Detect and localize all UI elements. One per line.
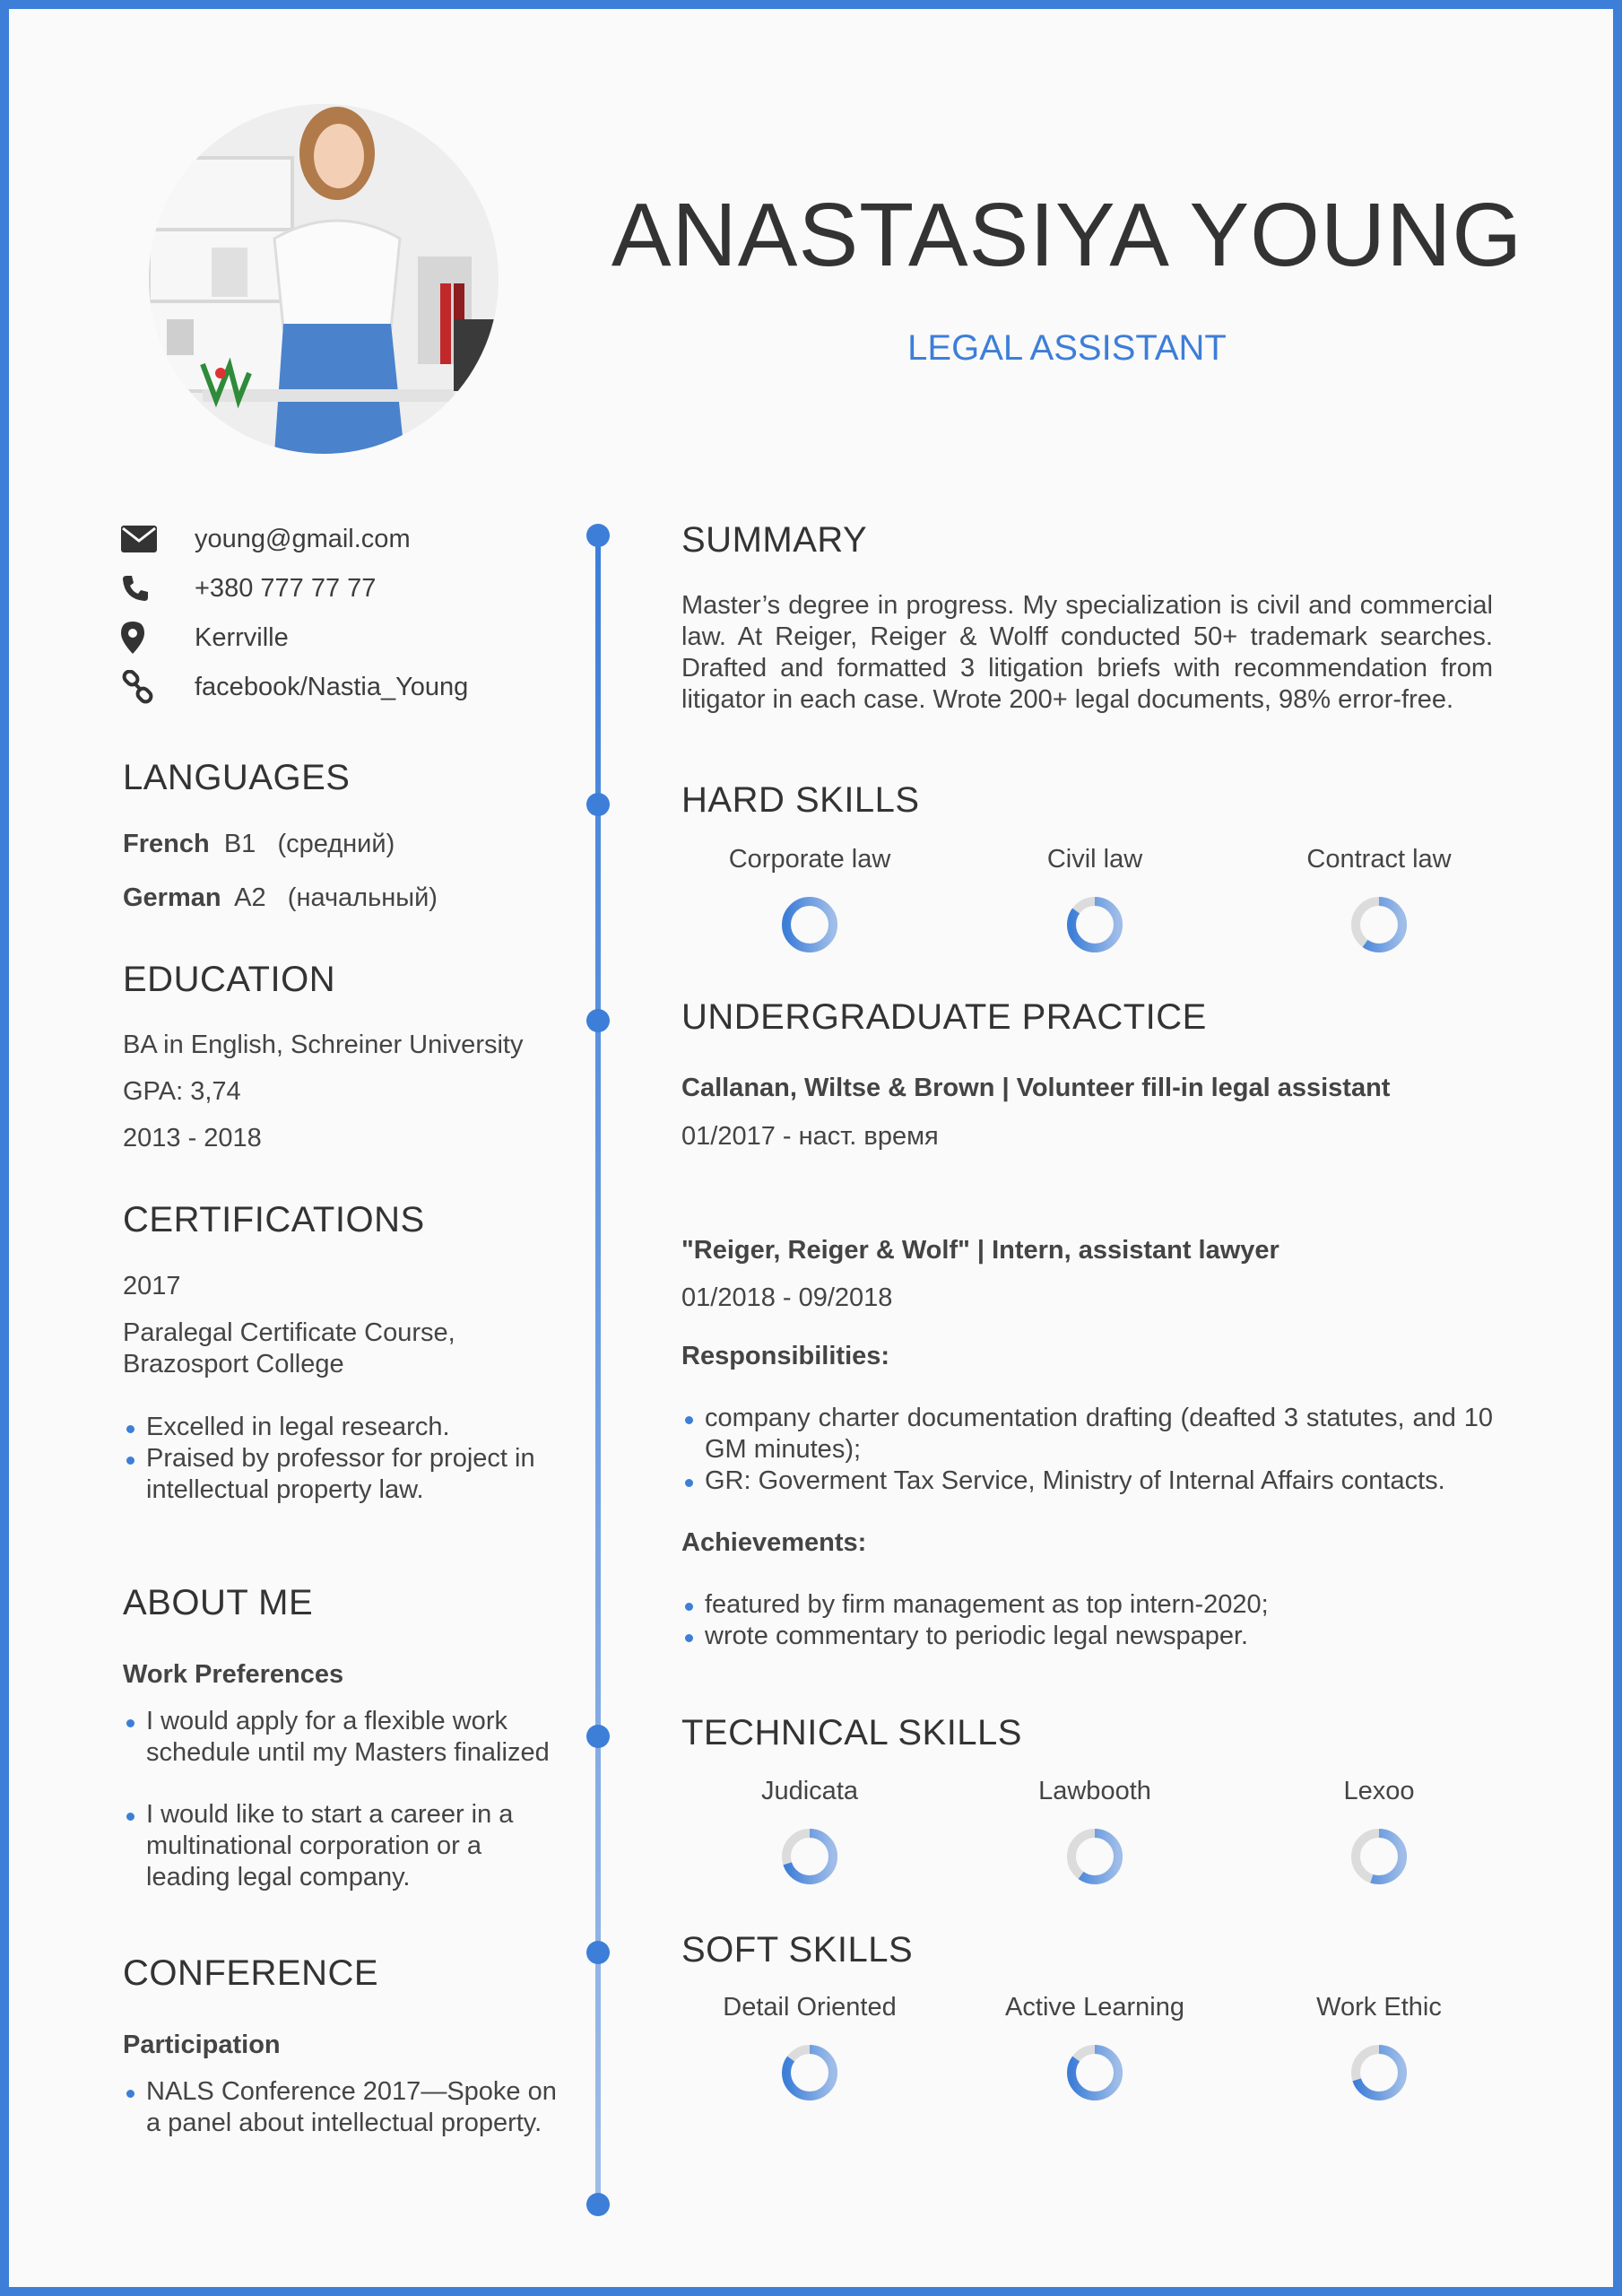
skill-ring-graphic [781,1828,838,1885]
technical-skill-label: Judicata [760,1777,858,1805]
practice-heading: UNDERGRADUATE PRACTICE [681,997,1207,1037]
list-item: featured by firm management as top intern-2020; [681,1589,1493,1621]
certification-course-line1: Paralegal Certificate Course, [123,1318,455,1347]
language-level: A2 [234,883,266,912]
education-degree: BA in English, Schreiner University [123,1031,524,1059]
responsibilities-list [681,1403,1493,1497]
soft-skill-label: Work Ethic [1316,1993,1442,2022]
timeline-dot [586,1725,610,1748]
skill-ring-graphic [1350,2044,1408,2101]
certifications-heading: CERTIFICATIONS [123,1200,425,1239]
technical-skills-heading: TECHNICAL SKILLS [681,1713,1022,1752]
list-item: I would like to start a career in a multinational corporation or a leading legal company. [123,1799,544,1893]
list-item: NALS Conference 2017—Spoke on a panel about intellectual property. [123,2076,562,2139]
hard-skills-heading: HARD SKILLS [681,780,920,820]
job-title: LEGAL ASSISTANT [907,328,1227,368]
technical-skill-ring [781,1828,838,1890]
list-item: wrote commentary to periodic legal newspaper. [681,1621,1493,1652]
soft-skill-label: Active Learning [1005,1993,1184,2022]
about-heading: ABOUT ME [123,1583,314,1622]
list-item: Praised by professor for project in intellectual property law. [123,1443,562,1506]
skill-ring-fill [786,901,833,948]
conference-subtitle: Participation [123,2031,281,2059]
language-german [123,883,438,914]
contact-link-text: facebook/Nastia_Young [195,672,469,701]
technical-skill-ring [1350,1828,1408,1890]
skill-ring-graphic [1066,2044,1123,2101]
skill-ring-graphic [1066,896,1123,953]
responsibilities-label: Responsibilities: [681,1342,890,1370]
hard-skill-ring [1350,896,1408,958]
timeline-dot [586,524,610,547]
language-note: (средний) [277,830,395,858]
location-pin-icon [121,620,160,656]
language-name: German [123,883,221,912]
contact-email[interactable] [121,521,411,557]
profile-photo-illustration [149,104,499,454]
candidate-name: ANASTASIYA YOUNG [611,185,1523,285]
certification-bullets [123,1412,562,1506]
timeline-dot [586,1009,610,1032]
hard-skill-ring [1066,896,1123,958]
soft-skills-heading: SOFT SKILLS [681,1930,914,1970]
skill-ring-graphic [781,896,838,953]
timeline-dot [586,1941,610,1964]
certification-year: 2017 [123,1272,181,1300]
phone-icon [121,570,160,606]
language-level: B1 [223,830,256,858]
soft-skill-ring [781,2044,838,2106]
profile-photo [149,104,499,454]
list-item: GR: Goverment Tax Service, Ministry of Internal Affairs contacts. [681,1465,1493,1497]
about-subtitle: Work Preferences [123,1660,344,1689]
achievements-list [681,1589,1493,1652]
hard-skill-ring [781,896,838,958]
hard-skill-label: Corporate law [728,845,891,874]
education-heading: EDUCATION [123,960,336,999]
soft-skill-label: Detail Oriented [723,1993,897,2022]
contact-phone[interactable] [121,570,376,606]
summary-text: Master’s degree in progress. My specialization is civil and commercial law. At Reiger, Reiger & Wolff conducted 50+ trademark searches. Drafted and formatted 3 litigation briefs with recommendation from litigator in each case. Wrote 200+ legal documents, 98% error-free. [681,591,1493,714]
about-bullets-1 [123,1706,571,1769]
contact-location-text: Kerrville [195,622,289,652]
technical-skill-label: Lawbooth [1038,1777,1151,1805]
about-bullets-2 [123,1799,544,1893]
summary-heading: SUMMARY [681,520,868,560]
contact-location [121,620,289,656]
achievements-label: Achievements: [681,1528,867,1557]
education-years: 2013 - 2018 [123,1124,262,1152]
certification-course-line2: Brazosport College [123,1350,344,1378]
job1-dates: 01/2017 - наст. время [681,1122,939,1151]
languages-heading: LANGUAGES [123,758,351,797]
skill-ring-graphic [1350,896,1408,953]
list-item: Excelled in legal research. [123,1412,562,1443]
skill-ring-graphic [781,2044,838,2101]
soft-skill-ring [1066,2044,1123,2106]
envelope-icon [121,521,160,557]
language-name: French [123,830,210,858]
contact-email-text: young@gmail.com [195,524,411,553]
education-gpa: GPA: 3,74 [123,1077,241,1106]
technical-skill-label: Lexoo [1343,1777,1415,1805]
language-french [123,829,395,860]
language-note: (начальный) [287,883,438,912]
job2-dates: 01/2018 - 09/2018 [681,1283,893,1312]
list-item: company charter documentation drafting (deafted 3 statutes, and 10 GM minutes); [681,1403,1493,1465]
job2-heading: "Reiger, Reiger & Wolf" | Intern, assistant lawyer [681,1236,1279,1265]
conference-heading: CONFERENCE [123,1953,379,1993]
job1-heading: Callanan, Wiltse & Brown | Volunteer fill-in legal assistant [681,1074,1391,1102]
hard-skill-label: Civil law [1046,845,1143,874]
link-icon [121,669,160,705]
list-item: I would apply for a flexible work schedule until my Masters finalized [123,1706,571,1769]
contact-phone-text: +380 777 77 77 [195,573,377,603]
hard-skill-label: Contract law [1306,845,1452,874]
skill-ring-graphic [1350,1828,1408,1885]
timeline-dot [586,793,610,816]
timeline-dot [586,2193,610,2216]
skill-ring-graphic [1066,1828,1123,1885]
soft-skill-ring [1350,2044,1408,2106]
technical-skill-ring [1066,1828,1123,1890]
conference-bullets [123,2076,562,2139]
contact-link[interactable] [121,669,468,705]
